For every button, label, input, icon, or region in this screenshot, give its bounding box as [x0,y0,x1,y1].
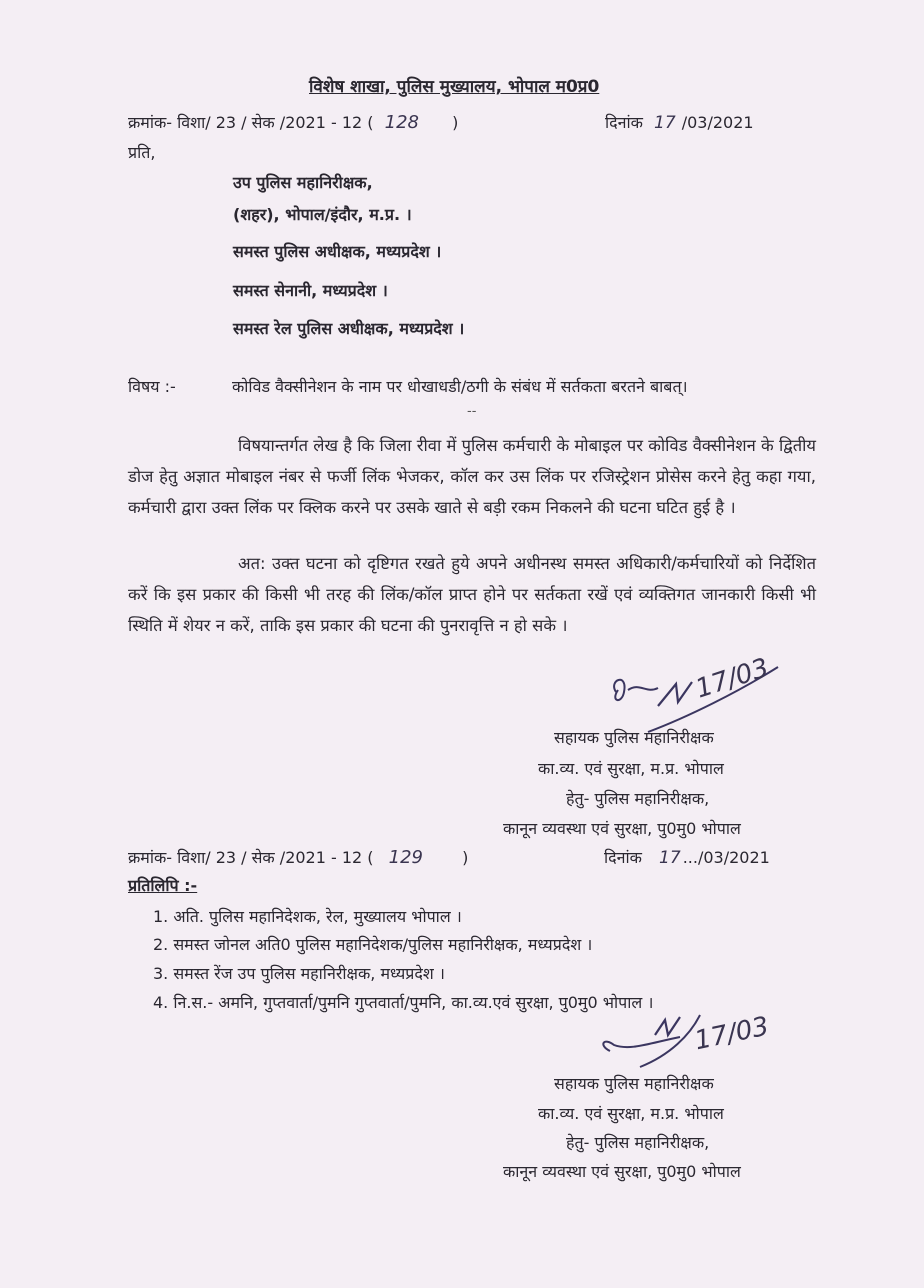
copy-reference-suffix: ) [462,848,469,867]
reference-number: 128 [384,112,419,133]
reference-suffix: ) [452,113,459,132]
reference-line [128,111,458,133]
subject-text: कोविड वैक्सीनेशन के नाम पर धोखाधडी/ठगी के संबंध में सर्तकता बरतने बाबत्। [232,377,688,396]
handwritten-date-1: 17/03 [692,652,773,705]
copy-list-item: 3. समस्त रेंज उप पुलिस महानिरीक्षक, मध्यप्रदेश । [153,964,445,983]
body-paragraph-1: विषयान्तर्गत लेख है कि जिला रीवा में पुलिस कर्मचारी के मोबाइल पर कोविड वैक्सीनेशन के द्वितीय डोज हेतु अज्ञात मोबाइल नंबर से फर्जी लिंक भेजकर, कॉल कर उस लिंक पर रजिस्ट्रेशन प्रोसेस करने हेतु कहा गया, कर्मचारी द्वारा उक्त लिंक पर क्लिक करने पर उसके खाते से बड़ी रकम निकलने की घटना घटित हुई है । [128,436,816,517]
recipient-line: समस्त पुलिस अधीक्षक, मध्यप्रदेश । [233,242,442,261]
copy-reference-number: 129 [388,847,423,868]
copy-list-item: 2. समस्त जोनल अति0 पुलिस महानिदेशक/पुलिस महानिरीक्षक, मध्यप्रदेश । [153,935,593,954]
signatory-line: का.व्य. एवं सुरक्षा, म.प्र. भोपाल [538,1104,724,1123]
signatory-line: सहायक पुलिस महानिरीक्षक [554,1074,714,1093]
date-day: 17 [654,113,676,133]
signatory-line: सहायक पुलिस महानिरीक्षक [554,728,714,747]
copy-date-line [604,846,770,868]
subject-label: विषय :- [128,377,176,396]
copy-date-suffix: .../03/2021 [682,848,770,867]
signatory-line: हेतु- पुलिस महानिरीक्षक, [566,789,710,808]
copy-date-prefix: दिनांक [604,848,642,867]
date-line [605,111,754,133]
copy-reference-prefix: क्रमांक- विशा/ 23 / सेक /2021 - 12 ( [128,848,374,867]
copy-date-day: 17 [659,848,681,868]
signatory-line: कानून व्यवस्था एवं सुरक्षा, पु0मु0 भोपाल [503,1162,741,1181]
copy-heading: प्रतिलिपि :- [128,876,198,895]
copy-reference-line [128,846,468,868]
office-title: विशेष शाखा, पुलिस मुख्यालय, भोपाल म0प्र0 [309,77,600,97]
date-suffix: /03/2021 [681,113,754,132]
reference-prefix: क्रमांक- विशा/ 23 / सेक /2021 - 12 ( [128,113,374,132]
copy-list-item: 1. अति. पुलिस महानिदेशक, रेल, मुख्यालय भोपाल । [153,907,462,926]
signatory-line: कानून व्यवस्था एवं सुरक्षा, पु0मु0 भोपाल [503,819,741,838]
recipient-line: (शहर), भोपाल/इंदौर, म.प्र. । [233,205,412,224]
recipient-line: समस्त सेनानी, मध्यप्रदेश । [233,281,388,300]
copy-list-item: 4. नि.स.- अमनि, गुप्तवार्ता/पुमनि गुप्तवार्ता/पुमनि, का.व्य.एवं सुरक्षा, पु0मु0 भोपाल । [153,993,654,1012]
body-paragraph-2: अत: उक्त घटना को दृष्टिगत रखते हुये अपने अधीनस्थ समस्त अधिकारी/कर्मचारियों को निर्देशित करें कि इस प्रकार की किसी भी तरह की लिंक/कॉल प्राप्त होने पर सर्तकता रखें एवं व्यक्तिगत जानकारी किसी भी स्थिति में शेयर न करें, ताकि इस प्रकार की घटना की पुनरावृत्ति न हो सके । [128,554,816,635]
signatory-line: हेतु- पुलिस महानिरीक्षक, [566,1133,710,1152]
handwritten-date-2: 17/03 [692,1011,772,1057]
signatory-line: का.व्य. एवं सुरक्षा, म.प्र. भोपाल [538,759,724,778]
to-label: प्रति, [128,143,156,162]
date-prefix: दिनांक [605,113,643,132]
subject-separator: -- [467,404,477,419]
recipient-line: समस्त रेल पुलिस अधीक्षक, मध्यप्रदेश । [233,319,465,338]
recipient-line: उप पुलिस महानिरीक्षक, [233,173,373,192]
